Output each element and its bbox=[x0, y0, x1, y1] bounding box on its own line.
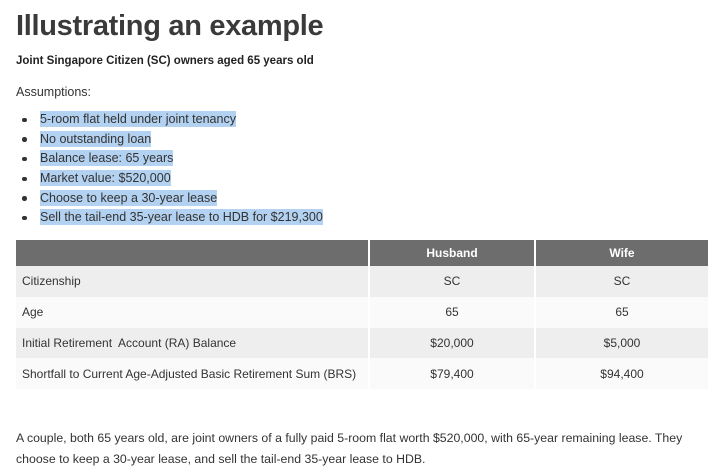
assumption-text: Market value: $520,000 bbox=[40, 171, 171, 186]
assumption-text: Balance lease: 65 years bbox=[40, 151, 174, 166]
assumptions-list bbox=[16, 110, 323, 228]
table-header-row bbox=[16, 240, 708, 266]
table-row bbox=[16, 297, 708, 328]
wife-value: $94,400 bbox=[535, 358, 708, 389]
table-header-empty bbox=[16, 240, 369, 266]
husband-value: 65 bbox=[369, 297, 535, 328]
row-label: Age bbox=[16, 297, 369, 328]
assumption-text: 5-room flat held under joint tenancy bbox=[40, 112, 236, 126]
list-item bbox=[40, 130, 323, 150]
list-item bbox=[40, 169, 323, 189]
example-paragraph: A couple, both 65 years old, are joint owners of a fully paid 5-room flat worth $520,000, with 65-year remaining lease. They choose to keep a 30-year lease, and sell the tail-end 35-year lease to HDB. bbox=[16, 431, 683, 466]
table-row bbox=[16, 266, 708, 297]
table-header-husband: Husband bbox=[369, 240, 535, 266]
list-item bbox=[40, 149, 323, 169]
husband-value: SC bbox=[369, 266, 535, 297]
table-row bbox=[16, 328, 708, 359]
assumption-text: Choose to keep a 30-year lease bbox=[40, 190, 218, 205]
page-title: Illustrating an example bbox=[16, 10, 324, 42]
table-row bbox=[16, 358, 708, 389]
husband-value: $20,000 bbox=[369, 328, 535, 359]
assumption-text: No outstanding loan bbox=[40, 131, 152, 146]
wife-value: SC bbox=[535, 266, 708, 297]
row-label: Citizenship bbox=[16, 266, 369, 297]
table-header-wife: Wife bbox=[535, 240, 708, 266]
list-item bbox=[40, 189, 323, 209]
wife-value: $5,000 bbox=[535, 328, 708, 359]
husband-value: $79,400 bbox=[369, 358, 535, 389]
wife-value: 65 bbox=[535, 297, 708, 328]
row-label: Shortfall to Current Age-Adjusted Basic Retirement Sum (BRS) bbox=[16, 358, 369, 389]
row-label: Initial Retirement Account (RA) Balance bbox=[16, 328, 369, 359]
subtitle: Joint Singapore Citizen (SC) owners aged 65 years old bbox=[16, 55, 314, 67]
comparison-table bbox=[16, 240, 708, 389]
assumptions-label: Assumptions: bbox=[16, 85, 92, 99]
assumption-text: Sell the tail-end 35-year lease to HDB for $219,300 bbox=[40, 210, 323, 225]
list-item bbox=[40, 208, 323, 228]
list-item bbox=[40, 110, 323, 130]
